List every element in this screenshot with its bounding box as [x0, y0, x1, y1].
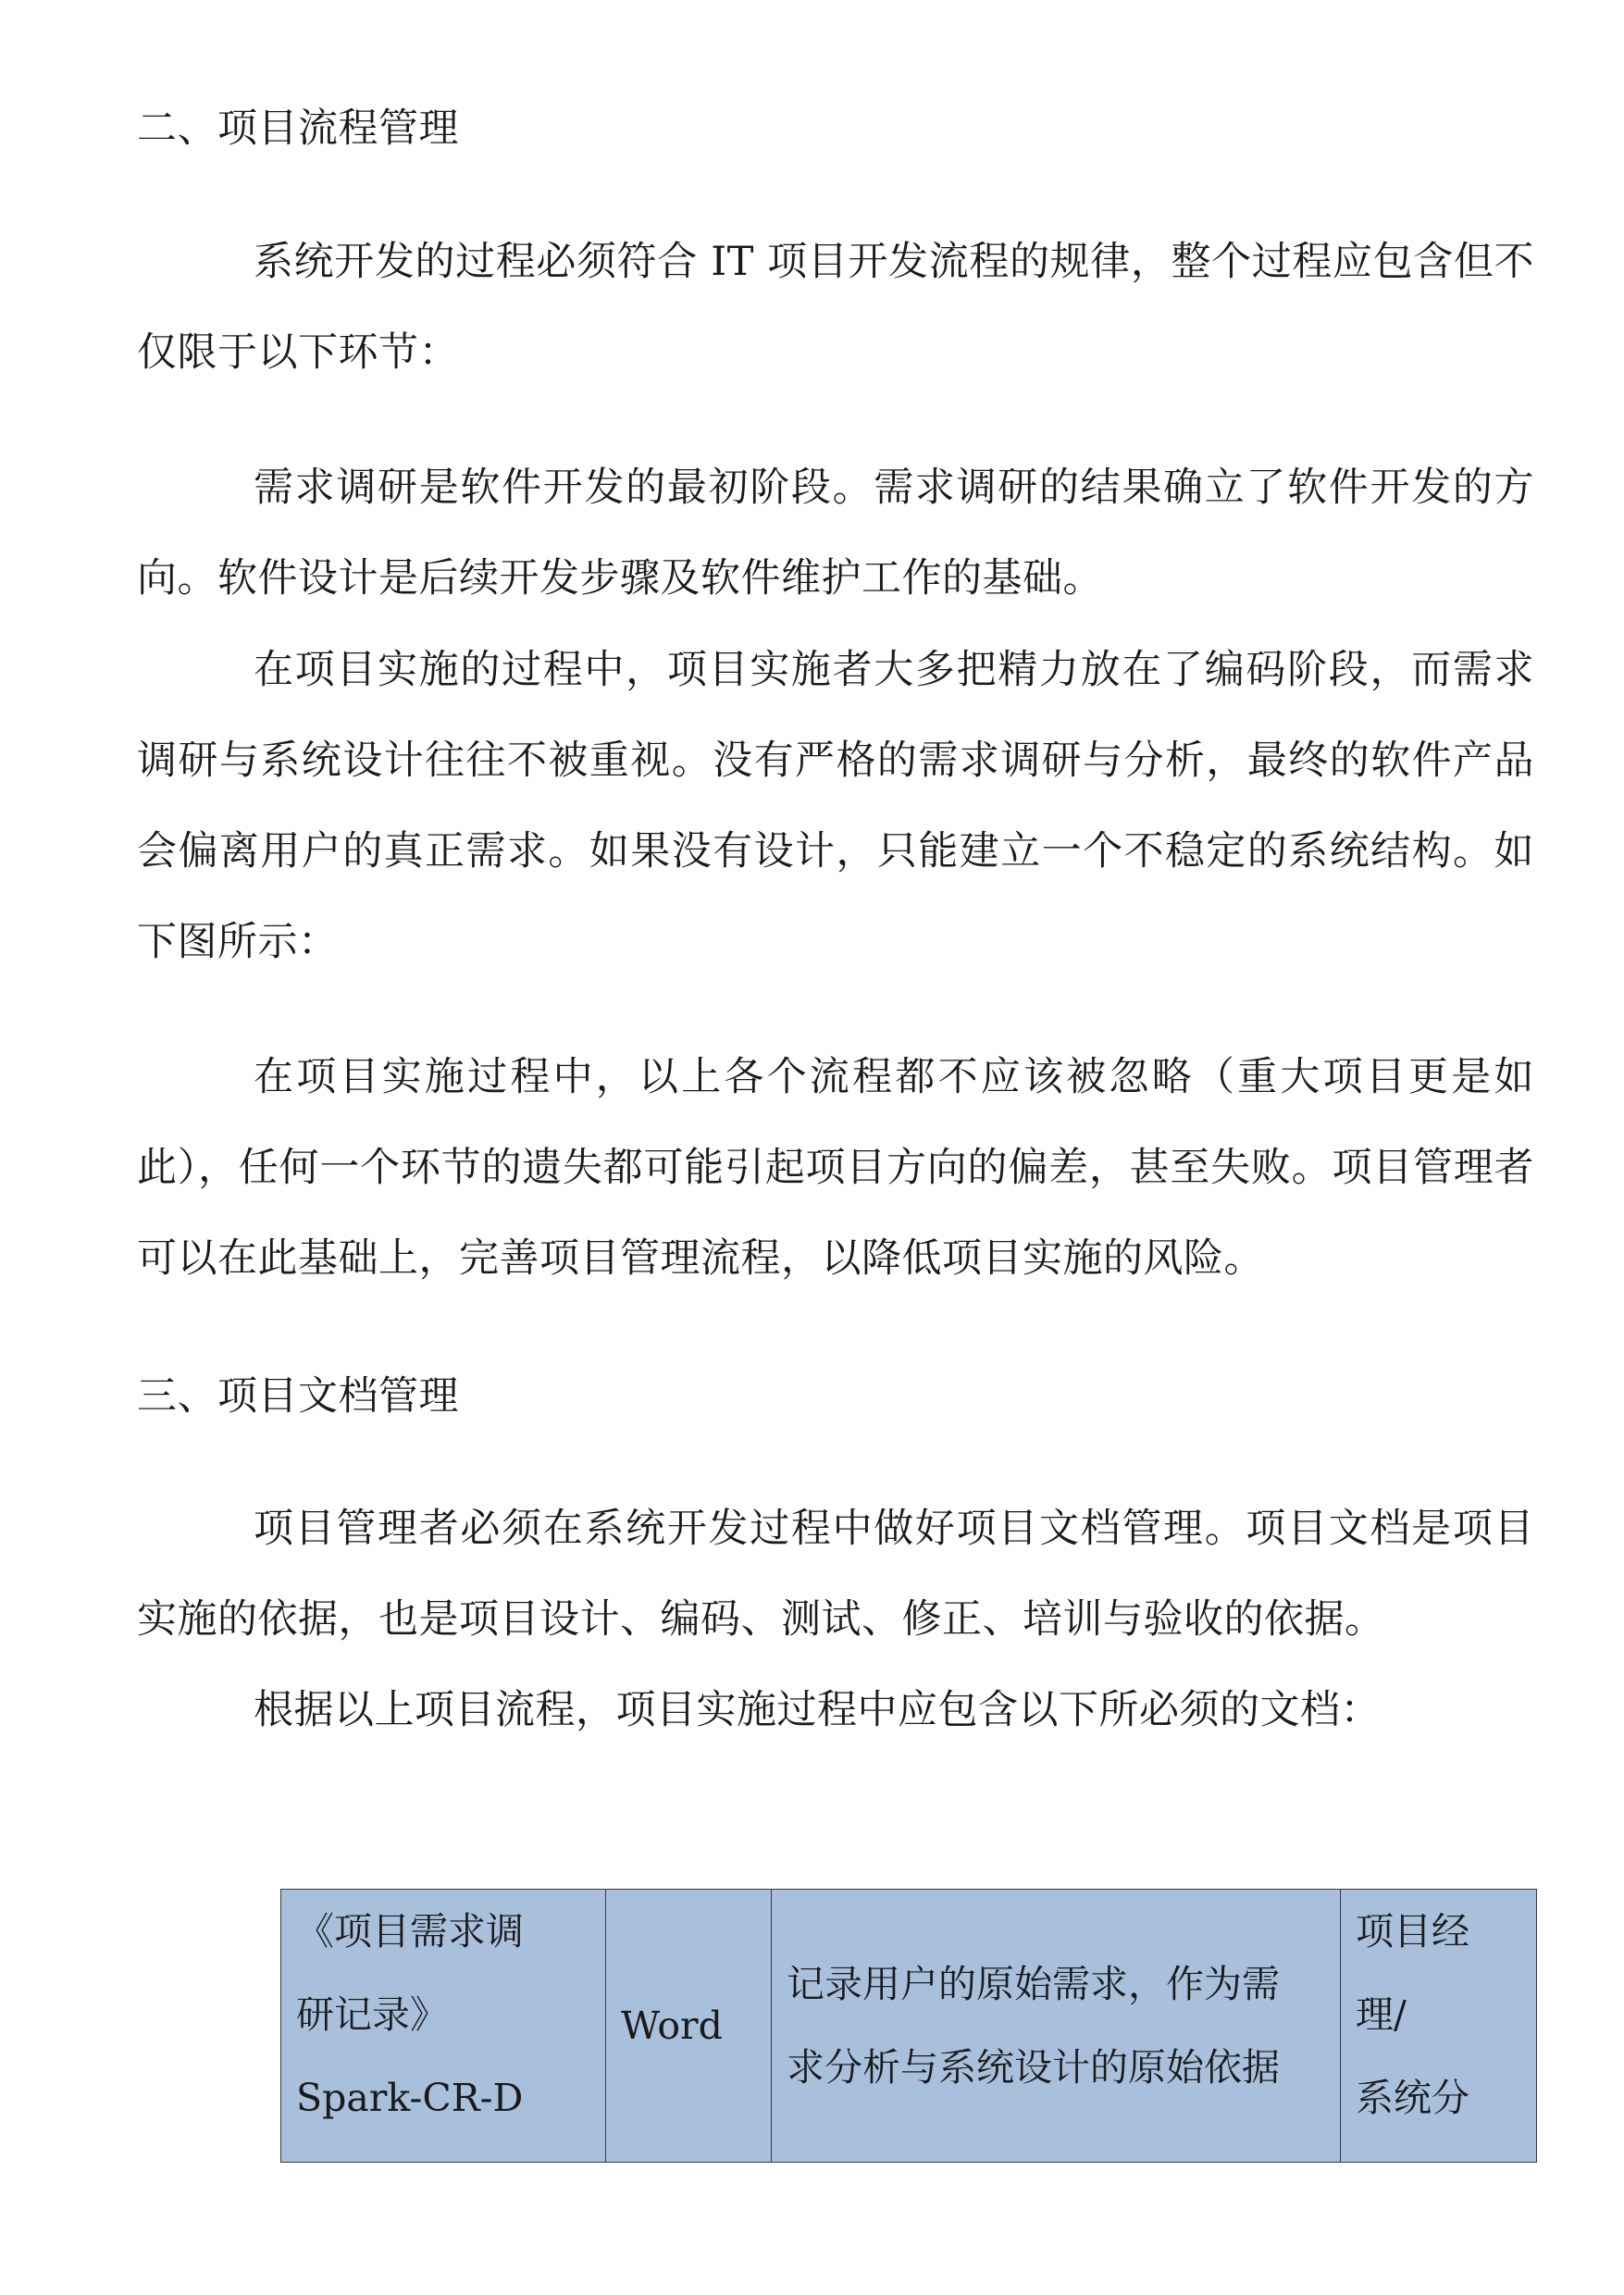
table-cell-owner [1341, 1890, 1537, 2163]
table-row [281, 1890, 1537, 2163]
description-line: 记录用户的原始需求，作为需 [787, 1962, 1280, 2006]
description-line: 求分析与系统设计的原始依据 [787, 2045, 1280, 2090]
paragraph-process-importance: 在项目实施过程中，以上各个流程都不应该被忽略（重大项目更是如此），任何一个环节的遗失都可能引起项目方向的偏差，甚至失败。项目管理者可以在此基础上，完善项目管理流程，以降低项目实施的风险。 [137, 1054, 1534, 1282]
document-name-line: 《项目需求调 [296, 1909, 524, 1954]
table-cell-format [606, 1890, 772, 2163]
owner-line: 理/ [1356, 1992, 1407, 2037]
owner-line: 系统分 [1356, 2076, 1469, 2120]
paragraph-process-intro: 系统开发的过程必须符合 IT 项目开发流程的规律，整个过程应包含但不仅限于以下环节： [137, 239, 1534, 376]
owner-line: 项目经 [1356, 1909, 1469, 1954]
paragraph-doc-management: 项目管理者必须在系统开发过程中做好项目文档管理。项目文档是项目实施的依据，也是项目设计、编码、测试、修正、培训与验收的依据。 [137, 1506, 1534, 1643]
section-heading-process: 二、项目流程管理 [137, 105, 459, 152]
paragraph-implementation: 在项目实施的过程中，项目实施者大多把精力放在了编码阶段，而需求调研与系统设计往往不被重视。没有严格的需求调研与分析，最终的软件产品会偏离用户的真正需求。如果没有设计，只能建立一个不稳定的系统结构。如下图所示： [137, 647, 1534, 965]
paragraph-requirements: 需求调研是软件开发的最初阶段。需求调研的结果确立了软件开发的方向。软件设计是后续开发步骤及软件维护工作的基础。 [137, 465, 1534, 602]
document-table [280, 1889, 1537, 2163]
table-cell-description [772, 1890, 1341, 2163]
paragraph-required-docs: 根据以上项目流程，项目实施过程中应包含以下所必须的文档： [254, 1687, 1381, 1733]
document-name-line: 研记录》 [296, 1992, 448, 2037]
document-format: Word [621, 2003, 723, 2048]
document-code: Spark-CR-D [296, 2076, 524, 2120]
table-cell-document-name [281, 1890, 606, 2163]
section-heading-documents: 三、项目文档管理 [137, 1373, 459, 1420]
